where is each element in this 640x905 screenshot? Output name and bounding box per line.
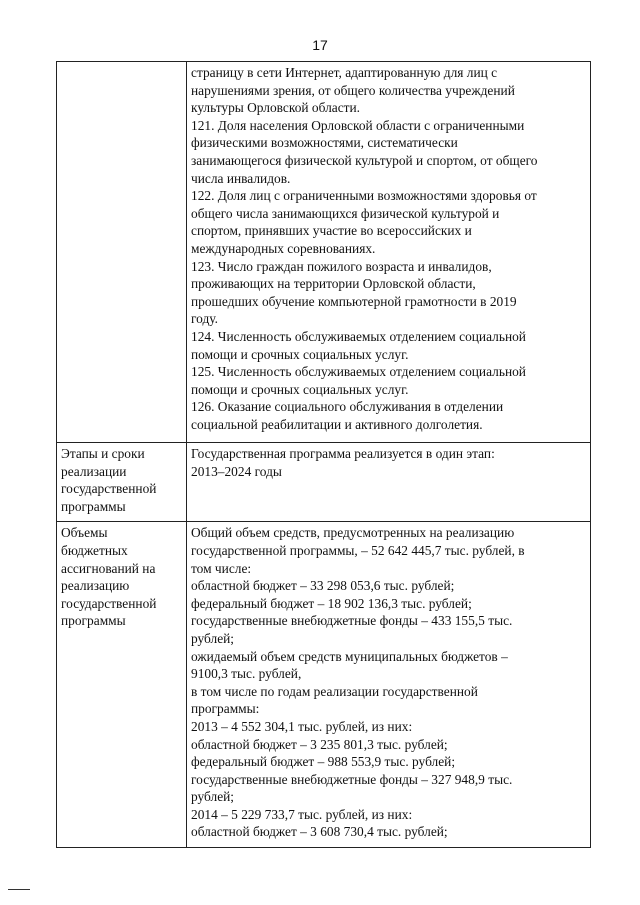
footer-mark xyxy=(8,889,30,890)
text-line: рублей; xyxy=(191,630,235,646)
text-line: общего числа занимающихся физической культурой и xyxy=(191,205,500,221)
text-line: том числе: xyxy=(191,560,252,576)
row1-left-cell xyxy=(57,62,187,443)
row1-right-cell xyxy=(187,62,591,443)
table-row-indicators xyxy=(57,62,591,443)
text-line: федеральный бюджет – 988 553,9 тыс. рублей; xyxy=(191,754,456,770)
text-line: Объемы xyxy=(61,525,108,541)
text-line: государственные внебюджетные фонды – 327 948,9 тыс. xyxy=(191,771,513,787)
text-line: в том числе по годам реализации государственной xyxy=(191,683,478,699)
text-line: 122. Доля лиц с ограниченными возможностями здоровья от xyxy=(191,188,537,204)
text-line: 124. Численность обслуживаемых отделением социальной xyxy=(191,328,526,344)
text-line: 2013 – 4 552 304,1 тыс. рублей, из них: xyxy=(191,718,413,734)
text-line: Общий объем средств, предусмотренных на реализацию xyxy=(191,525,515,541)
text-line: 126. Оказание социального обслуживания в отделении xyxy=(191,399,504,415)
text-line: году. xyxy=(191,311,218,327)
text-line: страницу в сети Интернет, адаптированную для лиц с xyxy=(191,65,498,80)
text-line: числа инвалидов. xyxy=(191,170,291,186)
table-row-budget xyxy=(57,522,591,848)
row3-right-cell xyxy=(187,522,591,848)
text-line: ожидаемый объем средств муниципальных бюджетов – xyxy=(191,648,508,664)
text-line: помощи и срочных социальных услуг. xyxy=(191,346,409,362)
text-line: областной бюджет – 33 298 053,6 тыс. рублей; xyxy=(191,578,455,594)
text-line: помощи и срочных социальных услуг. xyxy=(191,381,409,397)
text-line: реализацию xyxy=(61,578,130,594)
text-line: государственной xyxy=(61,595,157,611)
text-line: Государственная программа реализуется в один этап: xyxy=(191,446,495,461)
text-line: 121. Доля населения Орловской области с ограниченными xyxy=(191,117,525,133)
text-line: Этапы и сроки xyxy=(61,446,145,461)
row2-right-cell xyxy=(187,443,591,522)
text-line: государственные внебюджетные фонды – 433 155,5 тыс. xyxy=(191,613,513,629)
text-line: государственной программы, – 52 642 445,7 тыс. рублей, в xyxy=(191,542,525,558)
text-line: бюджетных xyxy=(61,542,128,558)
text-line: рублей; xyxy=(191,789,235,805)
row2-left-cell xyxy=(57,443,187,522)
text-line: государственной xyxy=(61,481,157,497)
text-line: 125. Численность обслуживаемых отделением социальной xyxy=(191,364,526,380)
text-line: ассигнований на xyxy=(61,560,156,576)
text-line: 9100,3 тыс. рублей, xyxy=(191,666,302,682)
text-line: программы: xyxy=(191,701,260,717)
text-line: областной бюджет – 3 608 730,4 тыс. рублей; xyxy=(191,824,448,840)
program-passport-table xyxy=(56,61,591,848)
text-line: спортом, принявших участие во всероссийских и xyxy=(191,223,472,239)
text-line: 2014 – 5 229 733,7 тыс. рублей, из них: xyxy=(191,806,413,822)
text-line: программы xyxy=(61,613,126,629)
text-line: физическими возможностями, систематически xyxy=(191,135,458,151)
text-line: прошедших обучение компьютерной грамотности в 2019 xyxy=(191,293,517,309)
text-line: международных соревнованиях. xyxy=(191,240,376,256)
row3-left-cell xyxy=(57,522,187,848)
text-line: реализации xyxy=(61,463,127,479)
text-line: 2013–2024 годы xyxy=(191,463,282,479)
text-line: нарушениями зрения, от общего количества учреждений xyxy=(191,82,515,98)
text-line: областной бюджет – 3 235 801,3 тыс. рублей; xyxy=(191,736,448,752)
table-row-stages xyxy=(57,443,591,522)
page-number: 17 xyxy=(312,37,328,53)
text-line: культуры Орловской области. xyxy=(191,100,361,116)
text-line: 123. Число граждан пожилого возраста и инвалидов, xyxy=(191,258,492,274)
text-line: программы xyxy=(61,498,126,514)
text-line: социальной реабилитации и активного долголетия. xyxy=(191,416,483,432)
text-line: занимающегося физической культурой и спортом, от общего xyxy=(191,152,538,168)
text-line: проживающих на территории Орловской области, xyxy=(191,276,476,292)
text-line: федеральный бюджет – 18 902 136,3 тыс. рублей; xyxy=(191,595,472,611)
